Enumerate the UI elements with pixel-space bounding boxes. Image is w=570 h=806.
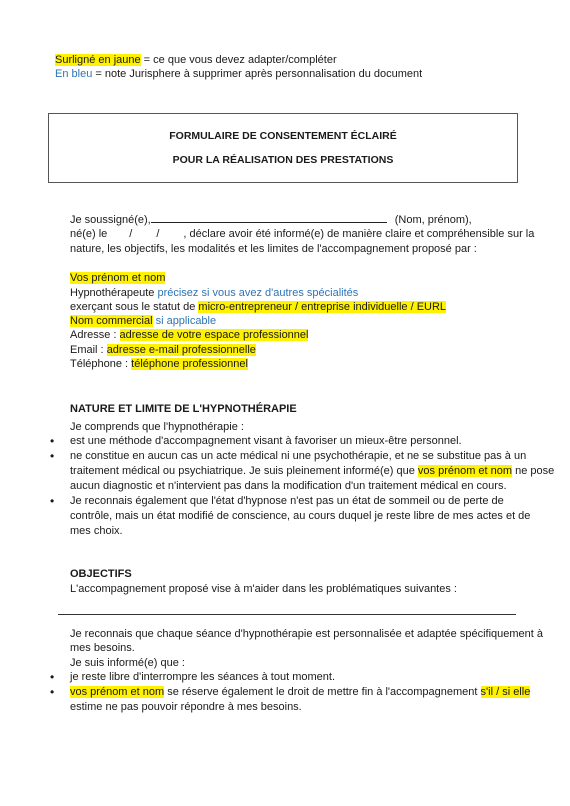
nature-bullet-2-line3: aucun diagnostic et n'intervient pas dans la modification d'un traitement médical en cours. (70, 480, 507, 492)
provider-email-value: adresse e-mail professionnelle (106, 344, 256, 356)
objectifs-bullet-2-line2: estime ne pas pouvoir répondre à mes besoins. (70, 701, 302, 713)
objectifs-bullet-2-line1 (70, 685, 530, 700)
provider-role-line (70, 286, 358, 301)
provider-email-line (70, 343, 256, 358)
form-title-box (48, 113, 518, 183)
legend-blue-text: = note Jurisphere à supprimer après personnalisation du document (92, 68, 423, 80)
provider-phone-line (70, 357, 248, 372)
intro-declaration: , déclare avoir été informé(e) de manière claire et compréhensible sur la (183, 228, 535, 240)
provider-commercial-note: si applicable (152, 315, 217, 327)
intro-ne-le: né(e) le (70, 228, 108, 240)
provider-phone-value: téléphone professionnel (131, 358, 248, 370)
nature-b2-highlight: vos prénom et nom (417, 465, 513, 477)
form-title-line2: POUR LA RÉALISATION DES PRESTATIONS (172, 154, 394, 166)
provider-status-value: micro-entrepreneur / entreprise individuelle / EURL (198, 301, 447, 313)
provider-address-label: Adresse : (70, 329, 120, 341)
section-heading-objectifs: OBJECTIFS (70, 568, 132, 580)
provider-status-line (70, 300, 446, 315)
legend-blue-label: En bleu (55, 68, 93, 80)
bullet-marker: • (50, 434, 55, 448)
provider-name-line (70, 271, 165, 286)
provider-address-value: adresse de votre espace professionnel (119, 329, 309, 341)
objectifs-answer-line[interactable] (58, 614, 516, 615)
bullet-marker: • (50, 670, 55, 684)
provider-email-label: Email : (70, 344, 107, 356)
provider-commercial-line (70, 314, 216, 329)
provider-role: Hypnothérapeute (70, 287, 158, 299)
provider-status-prefix: exerçant sous le statut de (70, 301, 199, 313)
nature-bullet-2-line1: ne constitue en aucun cas un acte médical ni une psychothérapie, et ne se substitue pas à un (70, 450, 527, 462)
provider-commercial-name: Nom commercial (70, 315, 153, 327)
intro-line3: nature, les objectifs, les modalités et les limites de l'accompagnement proposé par : (70, 243, 477, 255)
nature-b2-text-end: ne pose (512, 465, 555, 477)
intro-line2 (70, 227, 534, 242)
intro-name-hint: (Nom, prénom), (394, 214, 472, 226)
legend-yellow-label: Surligné en jaune (55, 54, 141, 66)
bullet-marker: • (50, 494, 55, 508)
objectifs-para2: Je suis informé(e) que : (70, 657, 185, 669)
provider-address-line (70, 328, 308, 343)
objectifs-para1-line2: mes besoins. (70, 642, 135, 654)
legend-yellow-text: = ce que vous devez adapter/compléter (140, 54, 337, 66)
objectifs-b2-highlight-pronoun: s'il / si elle (480, 686, 531, 698)
nature-bullet-1: est une méthode d'accompagnement visant à favoriser un mieux-être personnel. (70, 435, 462, 447)
section-heading-nature: NATURE ET LIMITE DE L'HYPNOTHÉRAPIE (70, 403, 297, 415)
date-separator: / (156, 228, 160, 240)
provider-role-note: précisez si vous avez d'autres spécialités (157, 287, 359, 299)
intro-line1 (70, 212, 472, 228)
nature-bullet-3-line3: mes choix. (70, 525, 123, 537)
intro-soussigne: Je soussigné(e), (70, 214, 151, 226)
nature-bullet-2-line2 (70, 464, 554, 479)
objectifs-bullet-1: je reste libre d'interrompre les séances à tout moment. (70, 671, 335, 683)
objectifs-b2-highlight-name: vos prénom et nom (70, 686, 165, 698)
legend-yellow (55, 53, 337, 68)
nature-intro: Je comprends que l'hypnothérapie : (70, 421, 244, 433)
objectifs-intro: L'accompagnement proposé vise à m'aider dans les problématiques suivantes : (70, 583, 457, 595)
form-title-line1: FORMULAIRE DE CONSENTEMENT ÉCLAIRÉ (169, 130, 397, 142)
bullet-marker: • (50, 685, 55, 699)
date-separator: / (129, 228, 133, 240)
nature-bullet-3-line1: Je reconnais également que l'état d'hypnose n'est pas un état de sommeil ou de perte de (70, 495, 504, 507)
legend-blue (55, 67, 422, 82)
nature-bullet-3-line2: contrôle, mais un état modifié de conscience, au cours duquel je reste libre de mes actes et de (70, 510, 531, 522)
provider-phone-label: Téléphone : (70, 358, 132, 370)
name-blank-field[interactable] (151, 212, 387, 223)
objectifs-para1-line1: Je reconnais que chaque séance d'hypnothérapie est personnalisée et adaptée spécifiquement à (70, 628, 543, 640)
provider-name: Vos prénom et nom (70, 272, 166, 284)
bullet-marker: • (50, 449, 55, 463)
nature-b2-text: traitement médical ou psychiatrique. Je suis pleinement informé(e) que (70, 465, 418, 477)
objectifs-b2-text: se réserve également le droit de mettre fin à l'accompagnement (164, 686, 481, 698)
